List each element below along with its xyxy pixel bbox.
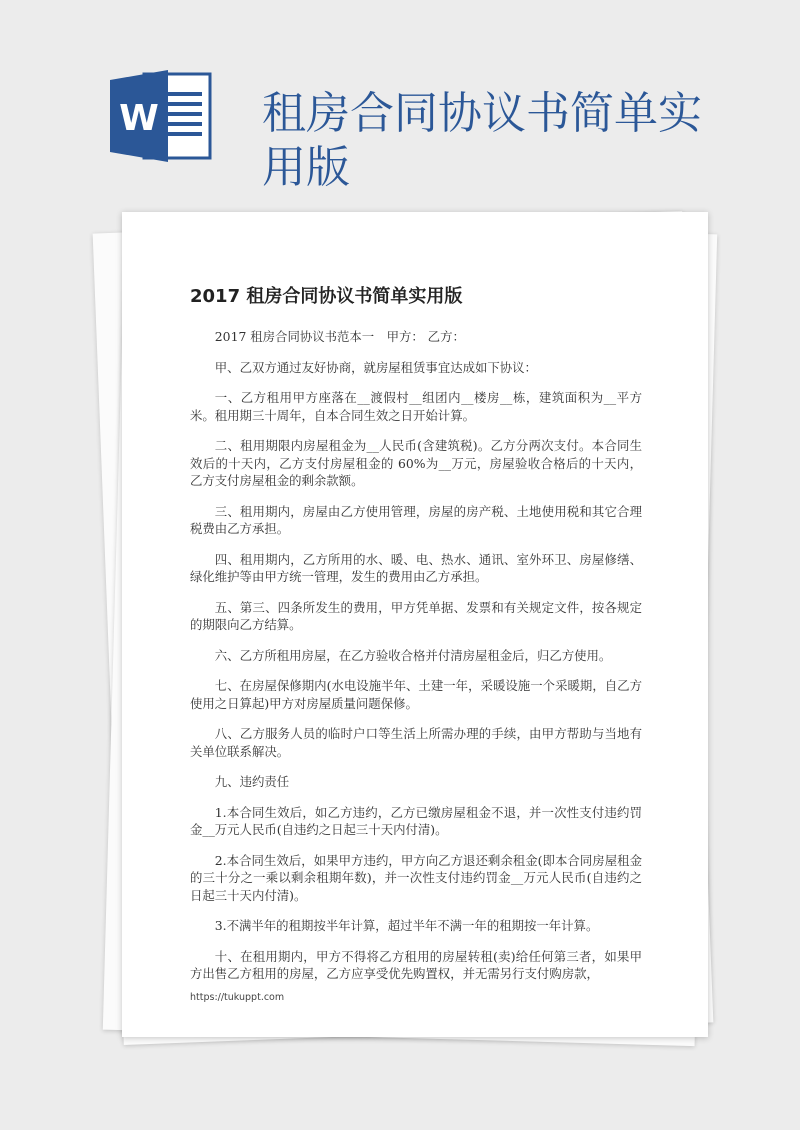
svg-text:W: W [119,98,159,139]
paragraph: 四、租用期内，乙方所用的水、暖、电、热水、通讯、室外环卫、房屋修缮、绿化维护等由甲方统一管理，发生的费用由乙方承担。 [190,551,642,584]
paragraph: 七、在房屋保修期内(水电设施半年、土建一年，采暖设施一个采暖期，自乙方使用之日算起)甲方对房屋质量问题保修。 [190,678,642,711]
paragraph: 五、第三、四条所发生的费用，甲方凭单据、发票和有关规定文件，按各规定的期限向乙方结算。 [190,599,642,632]
paragraph: 2017 租房合同协议书范本一 甲方： 乙方： [214,329,465,344]
paragraph: 2.本合同生效后，如果甲方违约，甲方向乙方退还剩余租金(即本合同房屋租金的三十分之一乘以剩余租期年数)，并一次性支付违约罚金__万元人民币(自违约之日起三十天内付清)。 [190,852,642,903]
paragraph: 三、租用期内，房屋由乙方使用管理，房屋的房产税、土地使用税和其它合理税费由乙方承担。 [190,503,642,536]
document-body [190,328,642,996]
document-page [122,212,708,1037]
header-title: 租房合同协议书简单实用版 [262,88,702,194]
paragraph: 六、乙方所租用房屋，在乙方验收合格并付清房屋租金后，归乙方使用。 [214,647,612,663]
paragraph: 3.不满半年的租期按半年计算，超过半年不满一年的租期按一年计算。 [214,918,599,933]
paragraph: 十、在租用期内，甲方不得将乙方租用的房屋转租(卖)给任何第三者，如果甲方出售乙方租用的房屋，乙方应享受优先购置权，并无需另行支付购房款， [190,948,642,981]
paragraph: 九、违约责任 [214,774,290,789]
paragraph: 甲、乙双方通过友好协商，就房屋租赁事宜达成如下协议： [214,359,537,375]
paragraph: 二、租用期限内房屋租金为__人民币(含建筑税)。乙方分两次支付。本合同生效后的十天内，乙方支付房屋租金的 60%为__万元，房屋验收合格后的十天内，乙方支付房屋租金的剩余款额。 [190,438,642,488]
document-title: 2017 租房合同协议书简单实用版 [190,286,463,307]
paragraph: 一、乙方租用甲方座落在__渡假村__组团内__楼房__栋，建筑面积为__平方米。租用期三十周年，自本合同生效之日开始计算。 [190,390,642,423]
paragraph: 八、乙方服务人员的临时户口等生活上所需办理的手续，由甲方帮助与当地有关单位联系解决。 [190,726,642,759]
word-document-icon [110,70,214,162]
footer-url: https://tukuppt.com [190,992,285,1003]
paragraph: 1.本合同生效后，如乙方违约，乙方已缴房屋租金不退，并一次性支付违约罚金__万元人民币(自违约之日起三十天内付清)。 [190,804,642,837]
